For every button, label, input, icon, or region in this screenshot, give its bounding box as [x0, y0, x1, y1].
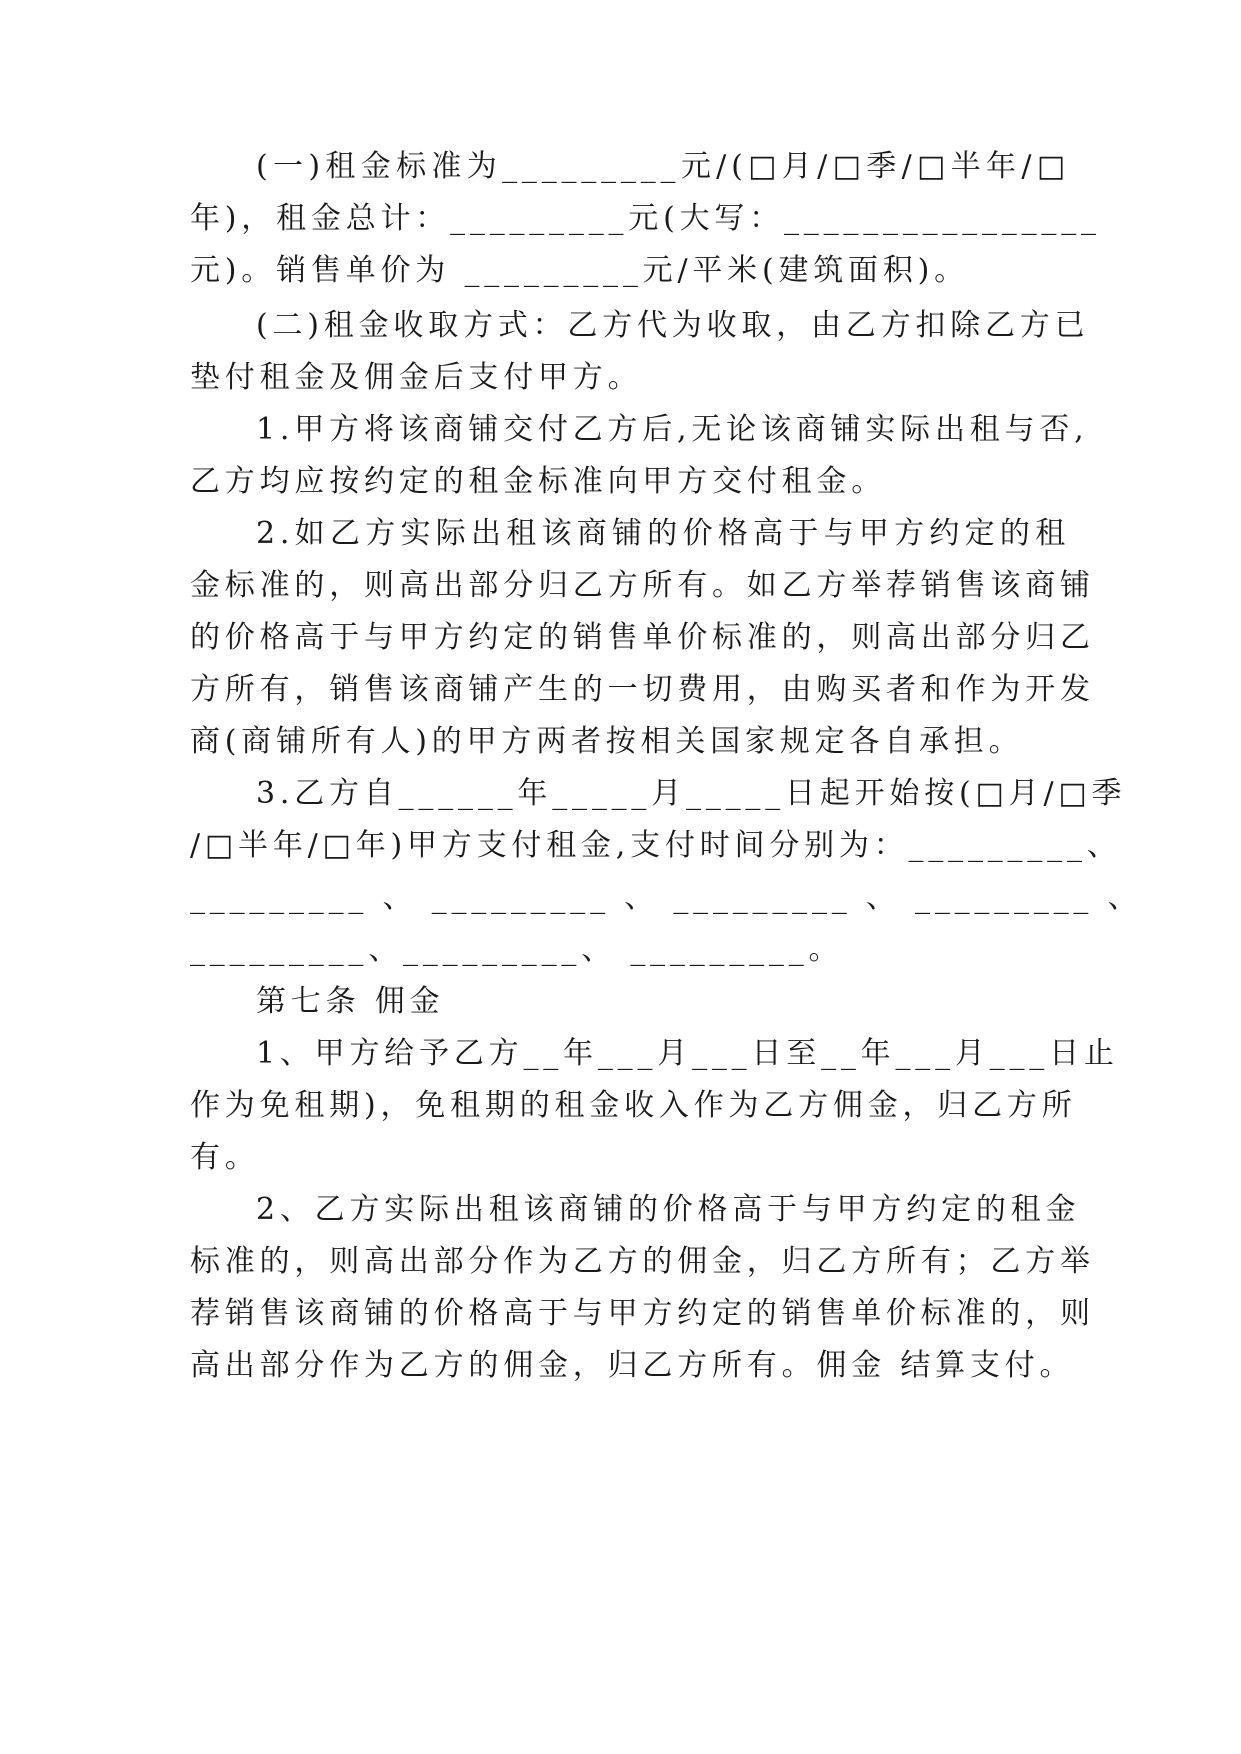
- rent-standard-line: (一)租金标准为_________元/(□月/□季/□半年/□: [256, 149, 1070, 184]
- clause-3-line-3: _________ 、 _________ 、 _________ 、 _________ 、: [190, 880, 1143, 915]
- commission-1-line: 1、甲方给予乙方__年___月___日至__年___月___日止: [256, 1036, 1119, 1071]
- commission-1-line-2: 作为免租期)，免租期的租金收入作为乙方佣金，归乙方所: [190, 1088, 1077, 1123]
- clause-3-line-4: _________、_________、 _________。: [190, 932, 844, 967]
- commission-1-line-3: 有。: [190, 1140, 260, 1175]
- clause-2-line-4: 方所有，销售该商铺产生的一切费用，由购买者和作为开发: [190, 672, 1095, 707]
- commission-2-line-3: 荐销售该商铺的价格高于与甲方约定的销售单价标准的，则: [190, 1296, 1095, 1331]
- rent-collection-line-cont: 垫付租金及佣金后支付甲方。: [190, 360, 643, 395]
- rent-collection-line: (二)租金收取方式：乙方代为收取，由乙方扣除乙方已: [256, 308, 1090, 343]
- clause-3-line: 3.乙方自______年_____月_____日起开始按(□月/□季: [256, 776, 1127, 811]
- commission-2-line: 2、乙方实际出租该商铺的价格高于与甲方约定的租金: [256, 1192, 1081, 1227]
- clause-2-line-3: 的价格高于与甲方约定的销售单价标准的，则高出部分归乙: [190, 620, 1095, 655]
- clause-2-line-2: 金标准的，则高出部分归乙方所有。如乙方举荐销售该商铺: [190, 568, 1095, 603]
- rent-total-line: 年)，租金总计：_________元(大写：________________: [190, 201, 1101, 236]
- clause-3-line-2: /□半年/□年)甲方支付租金,支付时间分别为：_________、: [190, 828, 1122, 863]
- commission-2-line-4: 高出部分作为乙方的佣金，归乙方所有。佣金 结算支付。: [190, 1348, 1075, 1383]
- commission-2-line-2: 标准的，则高出部分作为乙方的佣金，归乙方所有；乙方举: [190, 1244, 1095, 1279]
- clause-1-line: 1.甲方将该商铺交付乙方后,无论该商铺实际出租与否,: [256, 412, 1089, 447]
- clause-2-line: 2.如乙方实际出租该商铺的价格高于与甲方约定的租: [256, 516, 1070, 551]
- article-7-heading: 第七条 佣金: [256, 984, 445, 1019]
- clause-2-line-5: 商(商铺所有人)的甲方两者按相关国家规定各自承担。: [190, 724, 1024, 759]
- clause-1-line-cont: 乙方均应按约定的租金标准向甲方交付租金。: [190, 464, 886, 499]
- sale-price-line: 元)。销售单价为 _________元/平米(建筑面积)。: [190, 253, 969, 288]
